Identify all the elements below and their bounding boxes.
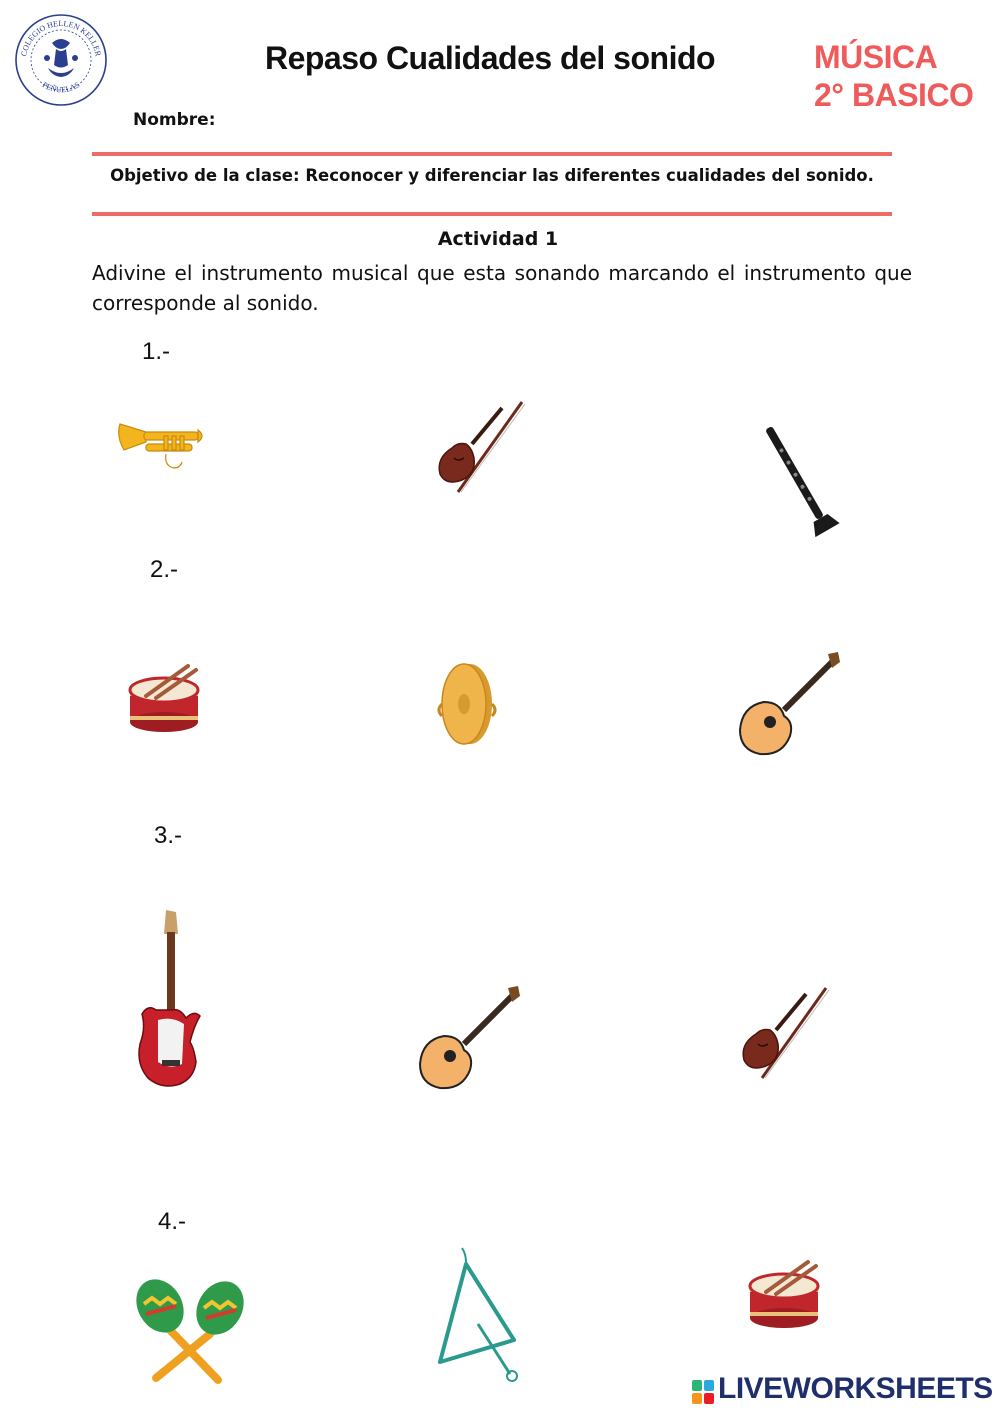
nombre-input[interactable] [222,106,782,132]
subject-label [814,38,973,114]
triangle-icon[interactable] [432,1244,522,1386]
violin-icon[interactable] [736,986,832,1082]
liveworksheets-logo-icon [692,1380,714,1408]
objective-text: Objetivo de la clase: Reconocer y diferenciar las diferentes cualidades del sonido. [110,166,874,185]
violin-icon[interactable] [432,400,528,496]
page-title: Repaso Cualidades del sonido [264,40,716,76]
cymbals-icon[interactable] [434,660,500,748]
nombre-label: Nombre: [133,110,216,130]
school-logo [12,13,110,107]
clarinet-icon[interactable] [750,416,846,542]
liveworksheets-brand: LIVEWORKSHEETS [718,1372,993,1405]
question-number: 1.- [142,338,171,365]
divider-bottom [92,212,892,216]
svg-text:PEÑUELAS [41,80,82,94]
electric-guitar-icon[interactable] [136,910,206,1100]
question-number: 3.- [154,822,183,849]
logo-text-top: COLEGIO HELLEN KELLER [19,18,103,57]
question-number: 2.- [150,556,179,583]
drum-icon[interactable] [744,1256,824,1334]
drum-icon[interactable] [124,660,204,738]
activity-instructions: Adivine el instrumento musical que esta sonando marcando el instrumento que corresponde al sonido. [92,261,912,315]
trumpet-icon[interactable] [116,414,208,478]
maracas-icon[interactable] [134,1274,246,1386]
acoustic-guitar-icon[interactable] [414,986,522,1092]
logo-text-bottom: PEÑUELAS [40,80,82,95]
activity-title: Actividad 1 [437,228,559,250]
acoustic-guitar-icon[interactable] [736,650,842,758]
subject-line-1: MÚSICA [814,39,938,75]
divider-top [92,152,892,156]
question-number: 4.- [158,1208,187,1235]
subject-line-2: 2° BASICO [814,77,974,113]
